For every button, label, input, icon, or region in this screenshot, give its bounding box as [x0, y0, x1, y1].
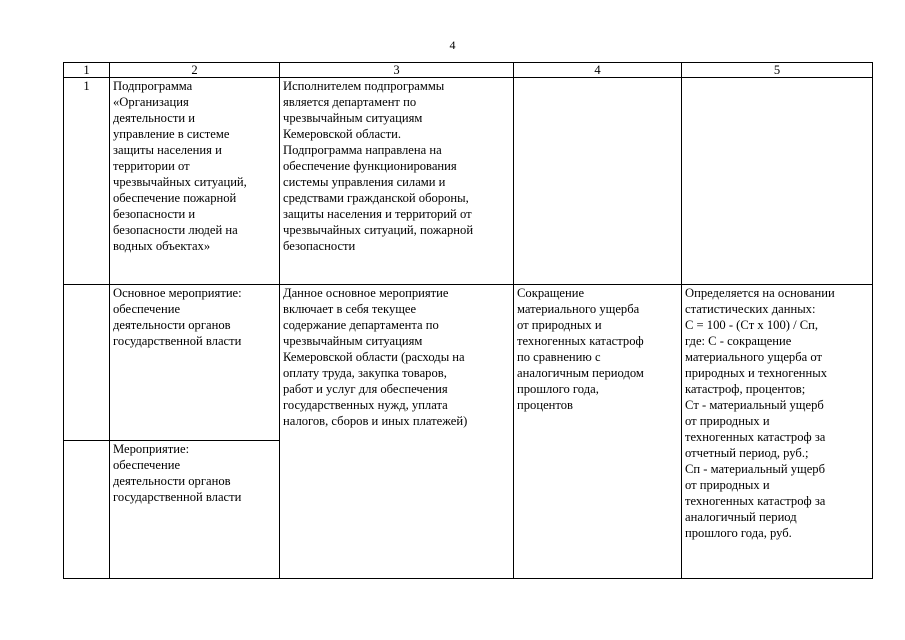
- header-cell-4: 4: [514, 63, 682, 78]
- main-activity-name: Основное мероприятие: обеспечение деятельности органов государственной власти: [110, 285, 280, 441]
- header-cell-3: 3: [280, 63, 514, 78]
- table-row-main-activity: [64, 285, 873, 441]
- main-activity-description: Данное основное мероприятие включает в себя текущее содержание департамента по чрезвычайным ситуациям Кемеровской области (расходы на оплату труда, закупка товаров, работ и услуг для обеспечения государственных нужд, уплата налогов, сборов и иных платежей): [280, 285, 514, 579]
- row-number-empty: [64, 285, 110, 441]
- table-header-row: [64, 63, 873, 78]
- activity-name: Мероприятие: обеспечение деятельности органов государственной власти: [110, 441, 280, 579]
- header-cell-1: 1: [64, 63, 110, 78]
- subprogram-method: [682, 78, 873, 285]
- subprogram-description: Исполнителем подпрограммы является департамент по чрезвычайным ситуациям Кемеровской области. Подпрограмма направлена на обеспечение функционирования системы управления силами и средствами гражданской обороны, защиты населения и территорий от чрезвычайных ситуаций, пожарной безопасности: [280, 78, 514, 285]
- main-activity-method: Определяется на основании статистических данных: C = 100 - (Cт x 100) / Cп, где: C - сокращение материального ущерба от природных и техногенных катастроф, процентов; Cт - материальный ущерб от природных и техногенных катастроф за отчетный период, руб.; Cп - материальный ущерб от природных и техногенных катастроф за аналогичный период прошлого года, руб.: [682, 285, 873, 579]
- header-cell-5: 5: [682, 63, 873, 78]
- table-row-subprogram: [64, 78, 873, 285]
- row-number: 1: [64, 78, 110, 285]
- header-cell-2: 2: [110, 63, 280, 78]
- main-activity-indicator: Сокращение материального ущерба от природных и техногенных катастроф по сравнению с аналогичным периодом прошлого года, процентов: [514, 285, 682, 579]
- subprogram-indicator: [514, 78, 682, 285]
- subprogram-name: Подпрограмма «Организация деятельности и управление в системе защиты населения и территории от чрезвычайных ситуаций, обеспечение пожарной безопасности и безопасности людей на водных объектах»: [110, 78, 280, 285]
- indicators-table: [63, 62, 873, 579]
- row-number-empty-2: [64, 441, 110, 579]
- page-number: 4: [449, 38, 456, 52]
